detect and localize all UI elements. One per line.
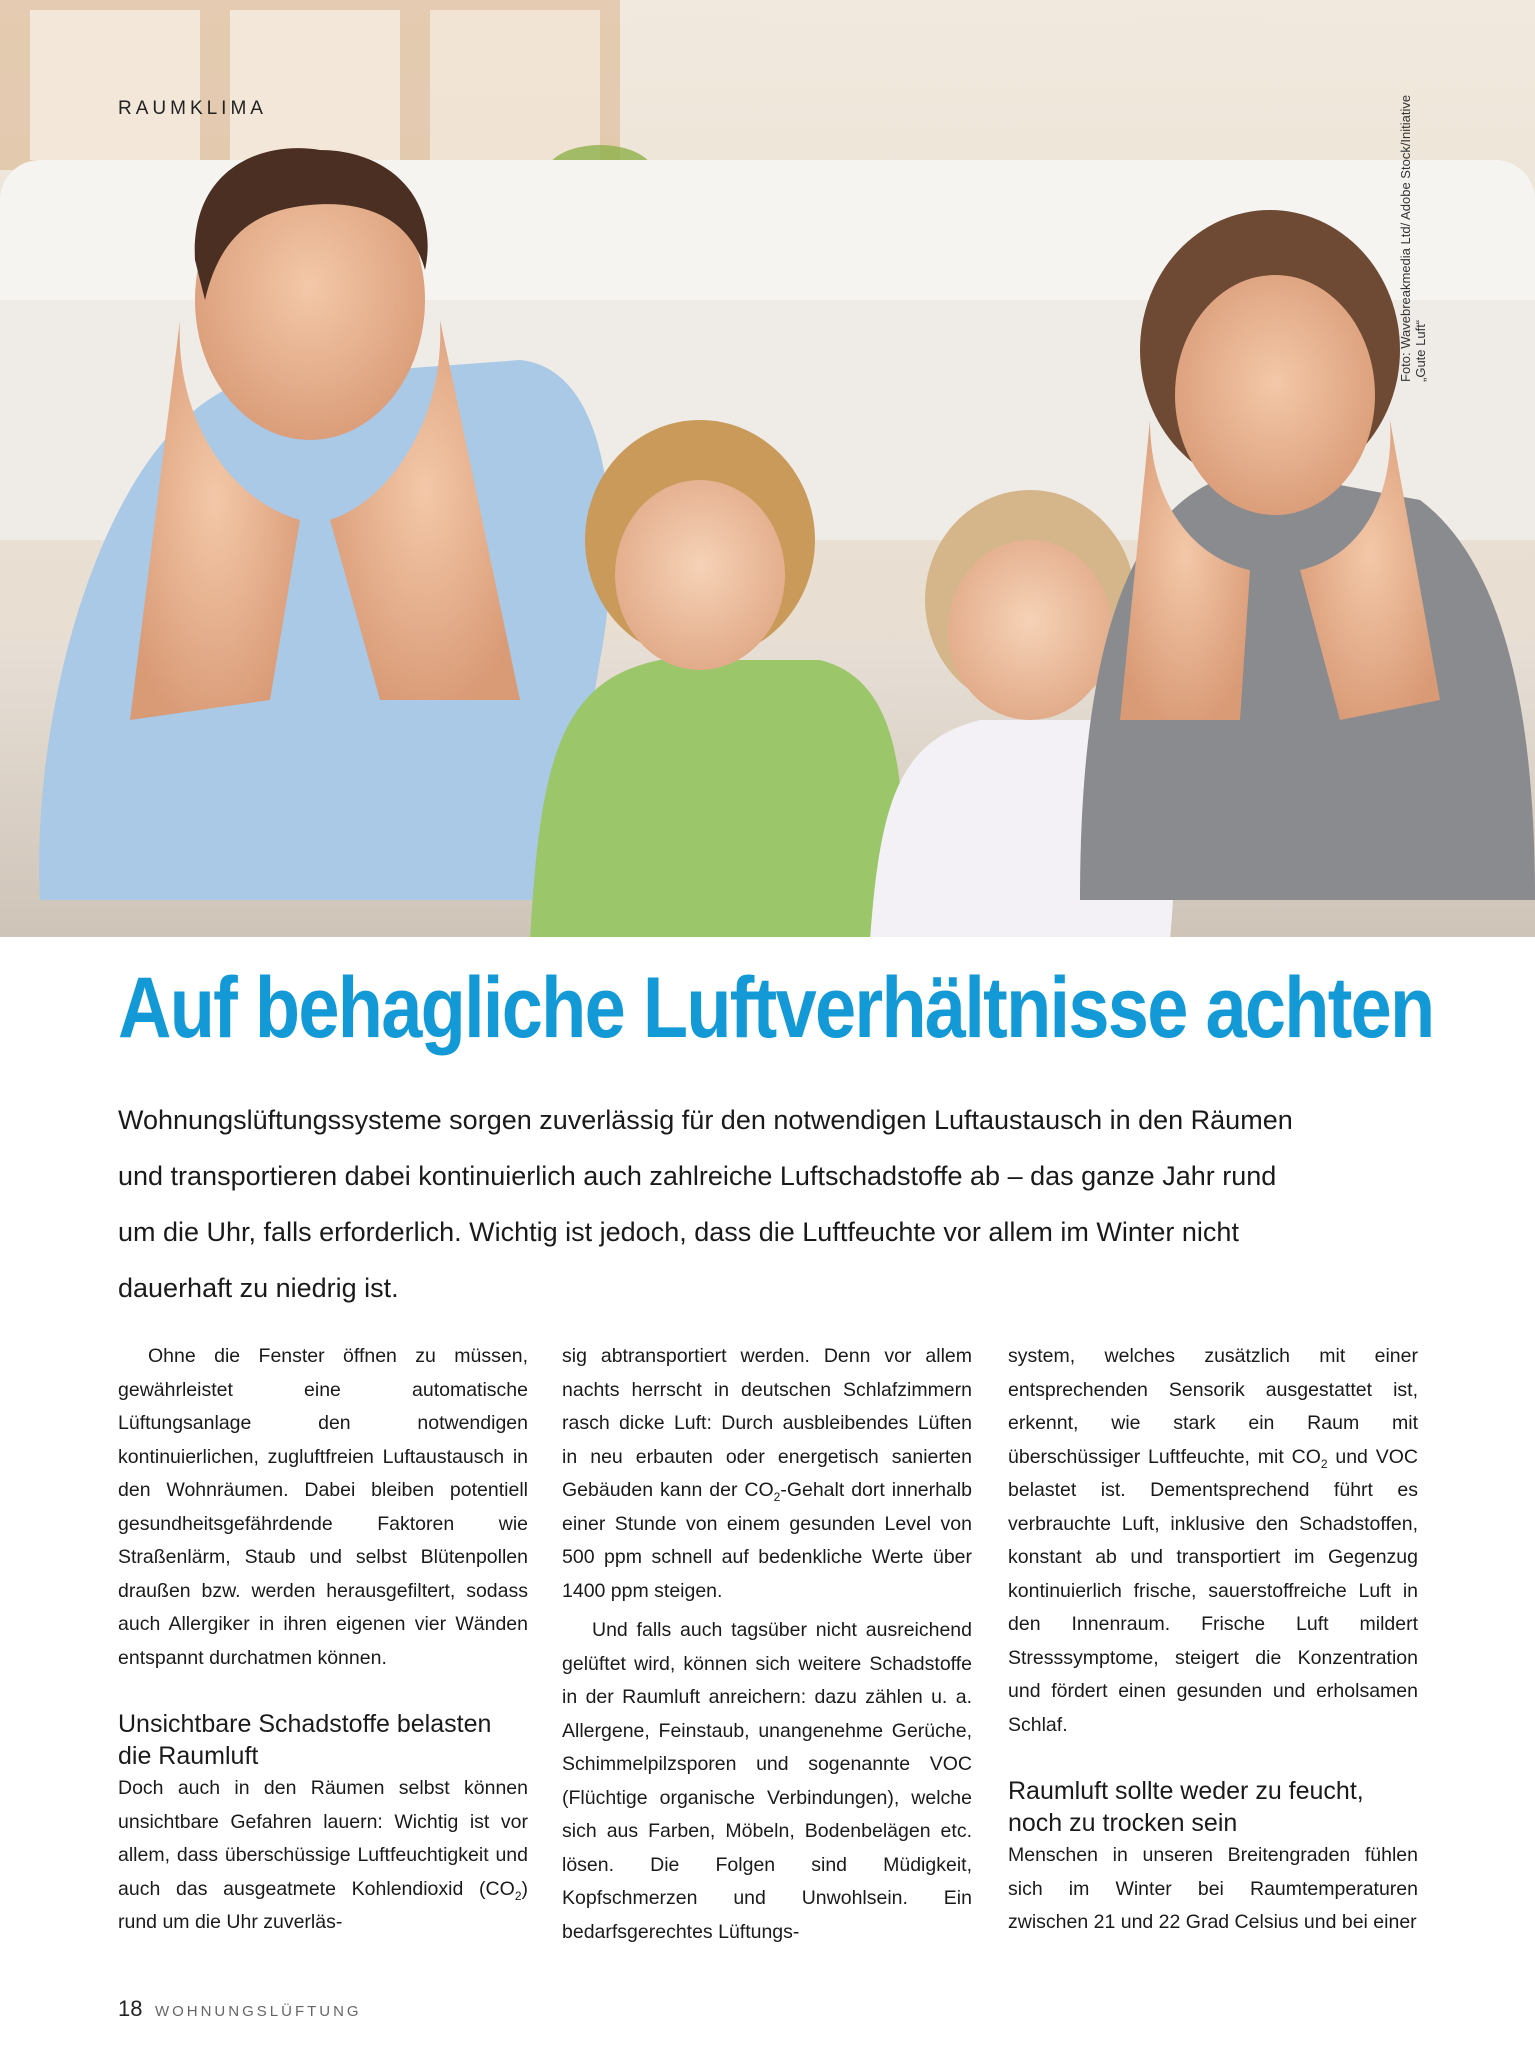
text-column-1	[118, 1340, 528, 1940]
paragraph: sig abtransportiert werden. Denn vor allem nachts herrscht in deutschen Schlafzimmern rasch dicke Luft: Durch ausbleibendes Lüften in neu erbauten oder energetisch sanierten Gebäuden kann der $CO_2$-Gehalt dort innerhalb einer Stunde von einem gesunden Level von 500 ppm schnell auf bedenkliche Werte über 1400 ppm steigen.	[562, 1345, 972, 1602]
paragraph: Menschen in unseren Breitengraden fühlen sich im Winter bei Raumtemperaturen zwischen 21 und 22 Grad Celsius und bei einer	[1008, 1844, 1418, 1933]
paragraph: Ohne die Fenster öffnen zu müssen, gewährleistet eine automatische Lüftungsanlage den notwendigen kontinuierlichen, zugluftfreien Luftaustausch in den Wohnräumen. Dabei bleiben potentiell gesundheitsgefährdende Faktoren wie Straßenlärm, Staub und selbst Blütenpollen draußen bzw. werden herausgefiltert, sodass auch Allergiker in ihren eigenen vier Wänden entspannt durchatmen können.	[118, 1345, 528, 1669]
subheading: Raumluft sollte weder zu feucht, noch zu trocken sein	[1008, 1777, 1364, 1837]
paragraph: Doch auch in den Räumen selbst können unsichtbare Gefahren lauern: Wichtig ist vor allem, dass überschüssige Luftfeuchtigkeit und auch das ausgeatmete Kohlendioxid $(CO_2)$ rund um die Uhr zuverläs-	[118, 1777, 528, 1933]
boy-shirt	[530, 660, 903, 937]
paragraph: Und falls auch tagsüber nicht ausreichend gelüftet wird, können sich weitere Schadstoffe in der Raumluft anreichern: dazu zählen u. a. Allergene, Feinstaub, unangenehme Gerüche, Schimmelpilzsporen und sogenannte VOC (Flüchtige organische Verbindungen), welche sich aus Farben, Möbeln, Bodenbelägen etc. lösen. Die Folgen sind Müdigkeit, Kopfschmerzen und Unwohlsein. Ein bedarfsgerechtes Lüftungs-	[562, 1619, 972, 1943]
footer-title: WOHNUNGSLÜFTUNG	[154, 2003, 362, 2020]
text-column-3	[1008, 1340, 1418, 1940]
article-headline: Auf behagliche Luftverhältnisse achten	[118, 960, 1434, 1056]
section-label: RAUMKLIMA	[118, 98, 267, 119]
page-footer	[118, 1996, 362, 2022]
article-lead: Wohnungslüftungssysteme sorgen zuverlässig für den notwendigen Luftaustausch in den Räumen und transportieren dabei kontinuierlich auch zahlreiche Luftschadstoffe ab – das ganze Jahr rund um die Uhr, falls erforderlich. Wichtig ist jedoch, dass die Luftfeuchte vor allem im Winter nicht dauerhaft zu niedrig ist.	[118, 1105, 1293, 1303]
text-column-2	[562, 1340, 972, 1949]
photo-credit: Foto: Wavebreakmedia Ltd/ Adobe Stock/Initiative „Gute Luft“	[1398, 94, 1428, 382]
boy-face	[615, 480, 785, 670]
page-number: 18	[118, 1996, 143, 2021]
family-illustration	[0, 0, 1535, 937]
subheading: Unsichtbare Schadstoffe belasten die Raumluft	[118, 1710, 492, 1770]
paragraph: system, welches zusätzlich mit einer entsprechenden Sensorik ausgestattet ist, erkennt, wie stark ein Raum mit überschüssiger Luftfeuchte, mit $CO_2$ und VOC belastet ist. Dementsprechend führt es verbrauchte Luft, inklusive den Schadstoffen, konstant ab und transportiert im Gegenzug kontinuierlich frische, sauerstoffreiche Luft in den Innenraum. Frische Luft mildert Stresssymptome, steigert die Konzentration und fördert einen gesunden und erholsamen Schlaf.	[1008, 1345, 1418, 1736]
girl-face	[948, 540, 1112, 720]
hero-photo	[0, 0, 1535, 937]
mother-face	[1175, 275, 1375, 515]
